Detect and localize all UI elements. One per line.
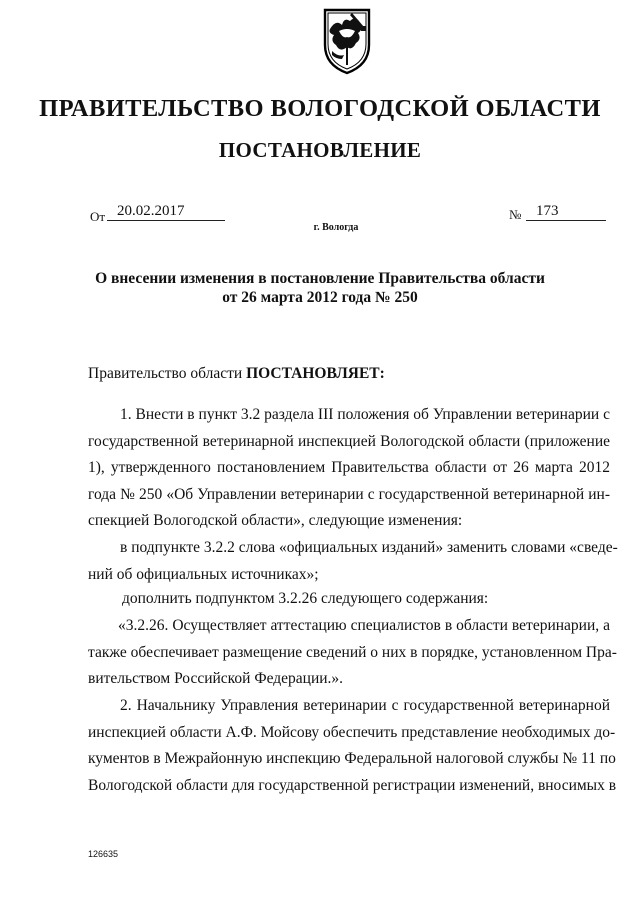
- text-line: кументов в Межрайонную инспекцию Федеральной налоговой службы № 11 по: [88, 750, 616, 767]
- paragraph-4: [88, 613, 617, 693]
- text-line: вительством Российской Федерации.».: [88, 670, 344, 687]
- city-label: г. Вологда: [313, 222, 359, 233]
- intro-statement: [88, 365, 610, 383]
- text-line: 1. Внести в пункт 3.2 раздела III положения об Управлении ветеринарии с: [120, 406, 610, 423]
- text-line: в подпункте 3.2.2 слова «официальных изданий» заменить словами «сведе-: [120, 539, 618, 556]
- text-line: государственной ветеринарной инспекцией Вологодской области (приложение: [88, 432, 610, 450]
- document-heading: [0, 269, 640, 307]
- text-line: 2. Начальнику Управления ветеринарии с государственной ветеринарной: [120, 697, 610, 714]
- text-line: инспекцией области А.Ф. Мойсову обеспечить представление необходимых до-: [88, 723, 616, 741]
- date-label: От: [90, 209, 106, 224]
- text-line: Вологодской области для государственной регистрации изменений, вносимых в: [88, 776, 617, 794]
- text-line: также обеспечивает размещение сведений о них в порядке, установленном Пра-: [88, 643, 617, 661]
- text-line: ний об официальных источниках»;: [88, 565, 319, 583]
- text-line: года № 250 «Об Управлении ветеринарии с государственной ветеринарной ин-: [88, 485, 610, 503]
- paragraph-3: [88, 586, 610, 613]
- text-line: «3.2.26. Осуществляет аттестацию специалистов в области ветеринарии, а: [118, 617, 610, 634]
- paragraph-2: [88, 535, 618, 588]
- heading-line: О внесении изменения в постановление Правительства области: [95, 270, 545, 287]
- paragraph-5: [88, 693, 617, 799]
- document-number: 173: [526, 202, 606, 221]
- vologda-oblast-coat-of-arms-icon: [322, 7, 372, 75]
- intro-resolves: ПОСТАНОВЛЯЕТ:: [246, 365, 385, 382]
- paragraph-1: [88, 402, 610, 535]
- document-type: ПОСТАНОВЛЕНИЕ: [218, 138, 422, 162]
- organization-title: ПРАВИТЕЛЬСТВО ВОЛОГОДСКОЙ ОБЛАСТИ: [39, 95, 601, 122]
- text-line: 1), утвержденного постановлением Правительства области от 26 марта 2012: [88, 459, 610, 476]
- number-label: №: [509, 207, 522, 222]
- intro-prefix: Правительство области: [88, 365, 247, 382]
- document-date: 20.02.2017: [107, 202, 225, 221]
- heading-line: от 26 марта 2012 года № 250: [222, 289, 418, 306]
- footer-code: 126635: [88, 849, 119, 859]
- text-line: дополнить подпунктом 3.2.26 следующего содержания:: [122, 590, 489, 607]
- text-line: спекцией Вологодской области», следующие изменения:: [88, 512, 463, 529]
